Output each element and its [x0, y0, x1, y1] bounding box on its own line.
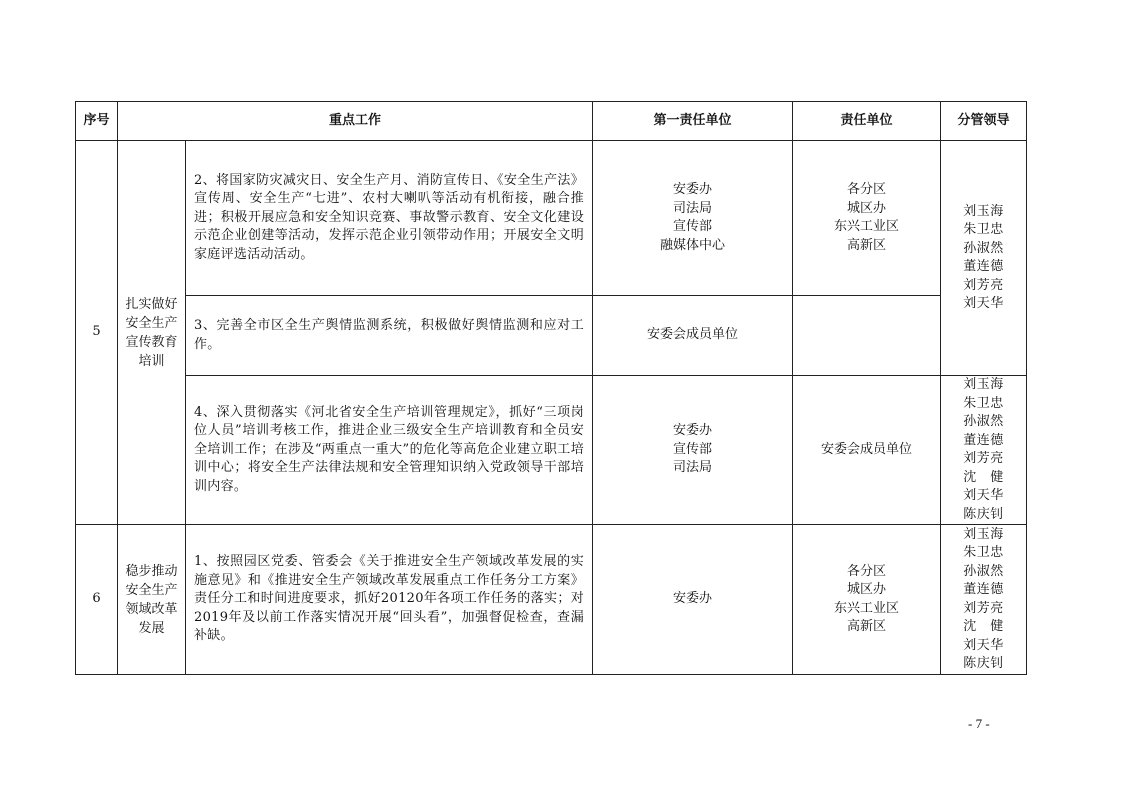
unit-name: 司法局: [673, 200, 713, 216]
table-row: [76, 296, 1027, 376]
task-text: 3、完善全市区全生产舆情监测系统，积极做好舆情监测和应对工作。: [186, 296, 593, 376]
leader-cell: [941, 525, 1027, 675]
leader-name: 孙淑然: [963, 240, 1004, 256]
task-text: 1、按照园区党委、管委会《关于推进安全生产领域改革发展的实施意见》和《推进安全生产领域改革发展重点工作任务分工方案》责任分工和时间进度要求，抓好20120年各项工作任务的落实；对2019年及以前工作落实情况开展“回头看”，加强督促检查，查漏补缺。: [186, 525, 593, 675]
leader-cell: [941, 141, 1027, 376]
leader-name: 刘芳亮: [963, 277, 1004, 293]
leader-name: 董连德: [963, 582, 1004, 597]
unit-name: 司法局: [673, 460, 713, 476]
leader-name: 沈 健: [963, 619, 1004, 634]
unit-name: 城区办: [847, 200, 887, 216]
leader-name: 董连德: [963, 259, 1004, 274]
leader-name: 孙淑然: [963, 414, 1004, 429]
unit-name: 安委办: [673, 423, 713, 439]
row-category: [118, 141, 186, 525]
category-text: 稳步推动安全生产领域改革发展: [125, 563, 178, 636]
header-row: [76, 102, 1027, 141]
unit-name: 城区办: [847, 582, 887, 597]
row-seq: 6: [76, 525, 118, 675]
header-resp-unit: 责任单位: [793, 102, 941, 141]
first-unit-cell: [593, 525, 793, 675]
leader-name: 刘玉海: [963, 377, 1004, 392]
unit-name: 安委办: [673, 591, 713, 607]
unit-name: 高新区: [847, 619, 887, 634]
unit-name: 安委办: [673, 182, 713, 197]
category-text: 扎实做好安全生产宣传教育培训: [125, 296, 178, 369]
leader-cell: [941, 376, 1027, 525]
first-unit-cell: [593, 141, 793, 296]
table-row: [76, 141, 1027, 296]
unit-name: 安委会成员单位: [647, 327, 739, 343]
leader-name: 刘芳亮: [963, 600, 1004, 616]
header-seq: 序号: [76, 102, 118, 141]
leader-name: 刘天华: [963, 637, 1004, 653]
resp-unit-cell: [793, 525, 941, 675]
row-seq: 5: [76, 141, 118, 525]
leader-name: 朱卫忠: [963, 222, 1004, 237]
header-leader: 分管领导: [941, 102, 1027, 141]
leader-name: 孙淑然: [963, 563, 1004, 579]
resp-unit-cell: [793, 296, 941, 376]
first-unit-cell: [593, 296, 793, 376]
leader-name: 沈 健: [963, 469, 1004, 485]
leader-name: 刘玉海: [963, 203, 1004, 219]
first-unit-cell: [593, 376, 793, 525]
unit-name: 东兴工业区: [834, 219, 900, 234]
leader-name: 刘天华: [963, 296, 1004, 311]
leader-name: 刘天华: [963, 488, 1004, 503]
unit-name: 宣传部: [673, 219, 713, 234]
unit-name: 各分区: [847, 563, 887, 579]
unit-name: 安委会成员单位: [821, 441, 913, 457]
header-key-work: 重点工作: [118, 102, 593, 141]
page-number: - 7 -: [968, 716, 990, 731]
leader-name: 陈庆钊: [963, 656, 1004, 671]
unit-name: 高新区: [847, 237, 887, 253]
leader-name: 刘芳亮: [963, 451, 1004, 466]
leader-name: 朱卫忠: [963, 545, 1004, 560]
task-text: 2、将国家防灾减灾日、安全生产月、消防宣传日、《安全生产法》宣传周、安全生产“七进”、农村大喇叭等活动有机衔接，融合推进；积极开展应急和安全知识竞赛、事故警示教育、安全文化建设示范企业创建等活动，发挥示范企业引领带动作用；开展安全文明家庭评选活动活动。: [186, 141, 593, 296]
leader-name: 刘玉海: [963, 526, 1004, 542]
leader-name: 陈庆钊: [963, 506, 1004, 522]
unit-name: 东兴工业区: [834, 600, 900, 616]
leader-name: 董连德: [963, 432, 1004, 448]
task-text: 4、深入贯彻落实《河北省安全生产培训管理规定》，抓好“三项岗位人员”培训考核工作，推进企业三级安全生产培训教育和全员安全培训工作；在涉及“两重点一重大”的危化等高危企业建立职工培训中心；将安全生产法律法规和安全管理知识纳入党政领导干部培训内容。: [186, 376, 593, 525]
header-first-unit: 第一责任单位: [593, 102, 793, 141]
unit-name: 宣传部: [673, 441, 713, 457]
row-category: [118, 525, 186, 675]
key-work-table: [75, 101, 1027, 675]
resp-unit-cell: [793, 376, 941, 525]
unit-name: 各分区: [847, 182, 887, 197]
table-row: [76, 376, 1027, 525]
unit-name: 融媒体中心: [660, 237, 726, 253]
leader-name: 朱卫忠: [963, 395, 1004, 411]
resp-unit-cell: [793, 141, 941, 296]
table-row: [76, 525, 1027, 675]
